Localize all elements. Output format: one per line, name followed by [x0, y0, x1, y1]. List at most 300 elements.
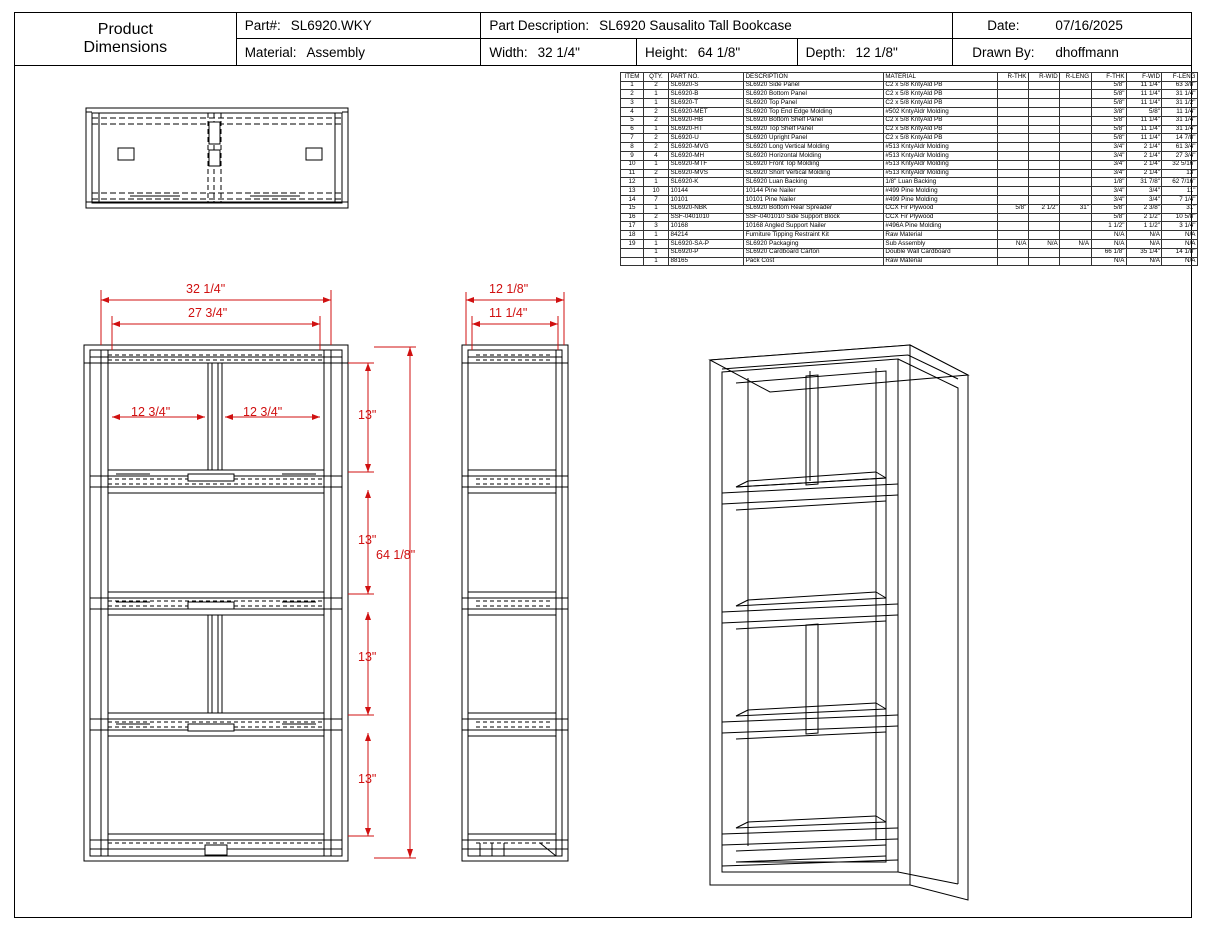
bom-cell-item: 13	[621, 187, 644, 196]
bom-cell-fthk: 5/8"	[1091, 99, 1126, 108]
bom-cell-material: CCX Fir Plywood	[883, 204, 997, 213]
dim-shelf-4: 13"	[358, 772, 377, 786]
bom-cell-description: Pack Cost	[744, 257, 884, 266]
material-row	[237, 39, 481, 65]
bom-cell-fthk: N/A	[1091, 257, 1126, 266]
bom-row	[621, 204, 1198, 213]
bom-cell-fwid: 11 1/4"	[1126, 99, 1161, 108]
part-row	[237, 13, 481, 39]
bom-cell-partno: SL6920-SA-P	[668, 240, 743, 249]
bom-cell-rwid	[1028, 143, 1059, 152]
bom-cell-rleng	[1060, 169, 1091, 178]
bom-cell-partno: 10101	[668, 196, 743, 205]
bom-cell-description: SL6920 Luan Backing	[744, 178, 884, 187]
bom-cell-partno: SL6920-T	[668, 99, 743, 108]
dimensions-row	[481, 39, 952, 65]
bom-cell-rthk	[997, 257, 1028, 266]
bom-cell-qty: 2	[643, 81, 668, 90]
bom-cell-rthk	[997, 248, 1028, 257]
bom-cell-description: SL6920 Upright Panel	[744, 134, 884, 143]
bom-cell-qty: 2	[643, 143, 668, 152]
bom-cell-rleng	[1060, 222, 1091, 231]
height-label: Height:	[645, 44, 688, 60]
bom-cell-rwid	[1028, 231, 1059, 240]
bom-cell-rwid	[1028, 257, 1059, 266]
bom-cell-qty: 10	[643, 187, 668, 196]
bom-cell-item: 4	[621, 108, 644, 117]
bom-row	[621, 213, 1198, 222]
bom-row	[621, 196, 1198, 205]
dim-shelf-3: 13"	[358, 650, 377, 664]
bom-cell-fthk: 5/8"	[1091, 204, 1126, 213]
drawn-by-value: dhoffmann	[1055, 44, 1119, 60]
bom-cell-fthk: 1/8"	[1091, 178, 1126, 187]
bom-row	[621, 231, 1198, 240]
bom-cell-rwid	[1028, 213, 1059, 222]
bom-cell-material: C2 x 5/8 KntyAld PB	[883, 81, 997, 90]
date-drawnby-column	[953, 13, 1191, 65]
part-label: Part#:	[244, 18, 281, 33]
bom-cell-fleng: N/A	[1162, 257, 1198, 266]
width-label: Width:	[489, 44, 528, 60]
bom-cell-fleng: 11 1/4"	[1162, 108, 1198, 117]
bom-cell-description: SL6920 Packaging	[744, 240, 884, 249]
bom-cell-rleng	[1060, 152, 1091, 161]
bom-cell-rthk	[997, 187, 1028, 196]
bom-cell-item	[621, 257, 644, 266]
bom-cell-material: C2 x 5/8 KntyAld PB	[883, 99, 997, 108]
bom-cell-material: #513 KntyAldr Molding	[883, 152, 997, 161]
bom-cell-description: SL6920 Top End Edge Molding	[744, 108, 884, 117]
bom-cell-fwid: 2 3/8"	[1126, 204, 1161, 213]
bom-cell-rleng	[1060, 125, 1091, 134]
part-value: SL6920.WKY	[290, 18, 372, 33]
bom-cell-fwid: 11 1/4"	[1126, 134, 1161, 143]
bom-cell-fleng: 7 1/4"	[1162, 196, 1198, 205]
bom-cell-rthk: 5/8"	[997, 204, 1028, 213]
bom-cell-item: 14	[621, 196, 644, 205]
bom-cell-rleng	[1060, 213, 1091, 222]
bom-cell-fthk: 5/8"	[1091, 90, 1126, 99]
bom-cell-fwid: 11 1/4"	[1126, 90, 1161, 99]
bom-cell-partno: SL6920-HT	[668, 125, 743, 134]
bom-cell-qty: 7	[643, 196, 668, 205]
bom-cell-partno: SL6920-MTF	[668, 160, 743, 169]
bom-cell-qty: 2	[643, 116, 668, 125]
bom-cell-qty: 1	[643, 125, 668, 134]
bom-cell-fthk: 5/8"	[1091, 116, 1126, 125]
bom-cell-material: 1/8" Luan Backing	[883, 178, 997, 187]
bom-cell-partno: SSF-0401010	[668, 213, 743, 222]
bom-cell-qty: 1	[643, 231, 668, 240]
heading-line-2: Dimensions	[83, 39, 168, 56]
bom-cell-partno: 10144	[668, 187, 743, 196]
bom-cell-description: SL6920 Cardboard Carton	[744, 248, 884, 257]
dim-shelf-1: 13"	[358, 408, 377, 422]
bom-cell-rthk	[997, 99, 1028, 108]
bom-cell-qty: 2	[643, 169, 668, 178]
bom-cell-rleng	[1060, 196, 1091, 205]
bom-cell-fthk: 5/8"	[1091, 213, 1126, 222]
bom-cell-item: 16	[621, 213, 644, 222]
bom-cell-qty: 4	[643, 152, 668, 161]
bom-cell-qty: 1	[643, 248, 668, 257]
bom-cell-material: #513 KntyAldr Molding	[883, 169, 997, 178]
bom-cell-qty: 1	[643, 160, 668, 169]
bom-cell-item: 11	[621, 169, 644, 178]
bom-cell-item	[621, 248, 644, 257]
height-cell	[637, 39, 797, 65]
bom-cell-qty: 2	[643, 108, 668, 117]
bom-cell-fwid: 2 1/4"	[1126, 160, 1161, 169]
bom-cell-rleng	[1060, 134, 1091, 143]
dim-side-inner-depth: 11 1/4"	[489, 306, 528, 320]
bom-cell-fthk: 3/4"	[1091, 187, 1126, 196]
bom-cell-rthk	[997, 116, 1028, 125]
bom-cell-fleng: 31 1/4"	[1162, 125, 1198, 134]
bom-cell-material: C2 x 5/8 KntyAld PB	[883, 116, 997, 125]
bom-cell-fthk: 3/4"	[1091, 152, 1126, 161]
bom-cell-material: Double Wall Cardboard	[883, 248, 997, 257]
bom-header-rthk: R-THK	[997, 73, 1028, 82]
bom-cell-rthk	[997, 213, 1028, 222]
bom-cell-item: 1	[621, 81, 644, 90]
bom-cell-fthk: 3/4"	[1091, 169, 1126, 178]
bom-cell-description: 10144 Pine Nailer	[744, 187, 884, 196]
bom-cell-rthk	[997, 90, 1028, 99]
bom-cell-fwid: N/A	[1126, 257, 1161, 266]
bom-cell-fthk: 5/8"	[1091, 134, 1126, 143]
bom-cell-material: #499 Pine Molding	[883, 187, 997, 196]
bom-cell-item: 5	[621, 116, 644, 125]
bom-row	[621, 248, 1198, 257]
bom-cell-fthk: N/A	[1091, 231, 1126, 240]
bom-cell-description: SL6920 Horizontal Molding	[744, 152, 884, 161]
bom-row	[621, 152, 1198, 161]
bom-cell-rleng	[1060, 231, 1091, 240]
bom-row	[621, 99, 1198, 108]
bom-cell-qty: 1	[643, 257, 668, 266]
bom-row	[621, 160, 1198, 169]
bom-row	[621, 257, 1198, 266]
bom-row	[621, 134, 1198, 143]
drawn-by-row	[953, 39, 1191, 65]
bom-cell-material: #513 KntyAldr Molding	[883, 143, 997, 152]
width-cell	[481, 39, 636, 65]
bom-cell-item: 18	[621, 231, 644, 240]
bom-cell-description: SL6920 Long Vertical Molding	[744, 143, 884, 152]
description-label: Part Description:	[489, 18, 590, 33]
bom-header-row	[621, 73, 1198, 82]
bom-cell-description: SL6920 Short Vertical Molding	[744, 169, 884, 178]
bom-header-item: ITEM	[621, 73, 644, 82]
depth-cell	[798, 39, 953, 65]
bom-cell-fwid: 2 1/4"	[1126, 169, 1161, 178]
bom-cell-fleng: 27 3/4"	[1162, 152, 1198, 161]
bom-cell-rleng	[1060, 143, 1091, 152]
bom-row	[621, 143, 1198, 152]
bom-cell-rwid	[1028, 248, 1059, 257]
bom-cell-rwid	[1028, 134, 1059, 143]
bom-cell-fleng: 10 5/8"	[1162, 213, 1198, 222]
bom-cell-fthk: 3/4"	[1091, 160, 1126, 169]
date-value: 07/16/2025	[1055, 18, 1123, 33]
bom-cell-rleng	[1060, 248, 1091, 257]
bom-cell-fleng: 31 1/4"	[1162, 90, 1198, 99]
bom-cell-item: 6	[621, 125, 644, 134]
bom-cell-partno: SL6920-MVS	[668, 169, 743, 178]
bom-cell-rwid	[1028, 178, 1059, 187]
bom-header-qty: QTY.	[643, 73, 668, 82]
bom-cell-partno: SL6920-K	[668, 178, 743, 187]
bom-cell-rwid	[1028, 152, 1059, 161]
bom-cell-rwid	[1028, 125, 1059, 134]
bom-cell-material: #499 Pine Molding	[883, 196, 997, 205]
bom-cell-fleng: N/A	[1162, 240, 1198, 249]
bom-cell-description: Furniture Tipping Restraint Kit	[744, 231, 884, 240]
bom-cell-description: 10168 Angled Support Nailer	[744, 222, 884, 231]
bom-cell-material: Raw Material	[883, 231, 997, 240]
dim-shelf-2: 13"	[358, 533, 377, 547]
bom-row	[621, 90, 1198, 99]
bom-cell-fwid: 31 7/8"	[1126, 178, 1161, 187]
bom-row	[621, 125, 1198, 134]
bom-cell-rleng: N/A	[1060, 240, 1091, 249]
bom-cell-rleng	[1060, 178, 1091, 187]
bom-cell-description: SL6920 Bottom Panel	[744, 90, 884, 99]
bom-header-material: MATERIAL	[883, 73, 997, 82]
bom-cell-item: 7	[621, 134, 644, 143]
bom-cell-fwid: 11 1/4"	[1126, 81, 1161, 90]
bom-cell-fthk: 3/4"	[1091, 196, 1126, 205]
bom-cell-description: SL6920 Top Shelf Panel	[744, 125, 884, 134]
bom-row	[621, 222, 1198, 231]
bom-cell-partno: SL6920-MVG	[668, 143, 743, 152]
bom-cell-fleng: 14 7/8"	[1162, 134, 1198, 143]
bom-cell-fthk: 3/4"	[1091, 143, 1126, 152]
dim-bay-left: 12 3/4"	[131, 405, 171, 419]
description-dims-column	[481, 13, 953, 65]
bom-cell-rwid	[1028, 116, 1059, 125]
bom-cell-partno: SL6920-MH	[668, 152, 743, 161]
bom-cell-material: #496A Pine Molding	[883, 222, 997, 231]
bom-cell-rwid	[1028, 90, 1059, 99]
bom-cell-rthk	[997, 134, 1028, 143]
bom-cell-fleng: 32 5/16"	[1162, 160, 1198, 169]
bom-cell-qty: 1	[643, 204, 668, 213]
bom-cell-rwid	[1028, 160, 1059, 169]
bom-cell-rwid: N/A	[1028, 240, 1059, 249]
bom-row	[621, 116, 1198, 125]
bom-cell-qty: 1	[643, 99, 668, 108]
bom-cell-rthk	[997, 125, 1028, 134]
bom-header-partno: PART NO.	[668, 73, 743, 82]
bom-row	[621, 178, 1198, 187]
bom-cell-fleng: 31 1/2"	[1162, 99, 1198, 108]
bom-cell-item: 19	[621, 240, 644, 249]
bom-cell-rwid	[1028, 222, 1059, 231]
drawn-by-label: Drawn By:	[972, 44, 1035, 60]
bom-cell-rleng	[1060, 116, 1091, 125]
bom-cell-fleng: 31"	[1162, 204, 1198, 213]
bom-header-fwid: F-WID	[1126, 73, 1161, 82]
bom-cell-rleng	[1060, 160, 1091, 169]
title-block-heading	[15, 13, 237, 65]
bom-row	[621, 240, 1198, 249]
bom-cell-qty: 1	[643, 90, 668, 99]
bom-cell-partno: SL6920-S	[668, 81, 743, 90]
bom-cell-fwid: 3/4"	[1126, 187, 1161, 196]
bom-cell-fwid: 5/8"	[1126, 108, 1161, 117]
bom-cell-description: SL6920 Top Panel	[744, 99, 884, 108]
bom-cell-fleng: 31 1/4"	[1162, 116, 1198, 125]
bom-header-rwid: R-WID	[1028, 73, 1059, 82]
bom-cell-rthk	[997, 178, 1028, 187]
bom-cell-fwid: 35 1/4"	[1126, 248, 1161, 257]
bom-cell-fwid: 11 1/4"	[1126, 125, 1161, 134]
bom-cell-rwid	[1028, 81, 1059, 90]
bom-cell-item: 9	[621, 152, 644, 161]
bom-cell-item: 2	[621, 90, 644, 99]
height-value: 64 1/8"	[697, 44, 741, 60]
bom-cell-fwid: N/A	[1126, 240, 1161, 249]
bom-row	[621, 108, 1198, 117]
bom-cell-qty: 2	[643, 213, 668, 222]
bom-cell-fleng: 63 3/8"	[1162, 81, 1198, 90]
bom-cell-fthk: N/A	[1091, 240, 1126, 249]
bom-cell-rleng	[1060, 90, 1091, 99]
dim-overall-width: 32 1/4"	[186, 282, 226, 296]
bom-cell-description: SL6920 Bottom Rear Spreader	[744, 204, 884, 213]
bom-cell-fleng: 62 7/16"	[1162, 178, 1198, 187]
description-row	[481, 13, 952, 39]
bom-row	[621, 169, 1198, 178]
bom-cell-rthk	[997, 152, 1028, 161]
bom-cell-partno: SL6920-B	[668, 90, 743, 99]
width-value: 32 1/4"	[537, 44, 580, 60]
bom-cell-partno: SL6920-NBK	[668, 204, 743, 213]
depth-label: Depth:	[805, 44, 846, 60]
depth-value: 12 1/8"	[855, 44, 898, 60]
dim-overall-height: 64 1/8"	[376, 548, 416, 562]
bom-cell-partno: SL6920-P	[668, 248, 743, 257]
bom-cell-description: SL6920 Bottom Shelf Panel	[744, 116, 884, 125]
bom-cell-rwid	[1028, 196, 1059, 205]
bom-cell-description: SSF-0401010 Side Support Block	[744, 213, 884, 222]
bom-cell-rleng: 31"	[1060, 204, 1091, 213]
bom-cell-item: 17	[621, 222, 644, 231]
bom-cell-material: C2 x 5/8 KntyAld PB	[883, 125, 997, 134]
bom-cell-item: 3	[621, 99, 644, 108]
bom-cell-partno: 10168	[668, 222, 743, 231]
bom-header-fleng: F-LENG	[1162, 73, 1198, 82]
date-label: Date:	[987, 18, 1020, 33]
bom-header-rleng: R-LENG	[1060, 73, 1091, 82]
bom-cell-fthk: 5/8"	[1091, 81, 1126, 90]
title-block	[14, 12, 1192, 66]
bom-cell-fwid: 2 1/4"	[1126, 152, 1161, 161]
bom-cell-fthk: 3/8"	[1091, 108, 1126, 117]
date-row	[953, 13, 1191, 39]
bom-cell-description: SL6920 Front Top Molding	[744, 160, 884, 169]
bom-row	[621, 81, 1198, 90]
bom-cell-item: 12	[621, 178, 644, 187]
bom-cell-item: 15	[621, 204, 644, 213]
bom-row	[621, 187, 1198, 196]
bom-cell-fleng: 61 3/4"	[1162, 143, 1198, 152]
bom-header-fthk: F-THK	[1091, 73, 1126, 82]
bom-cell-material: Raw Material	[883, 257, 997, 266]
bom-cell-qty: 3	[643, 222, 668, 231]
bom-cell-rthk	[997, 143, 1028, 152]
bom-cell-fleng: N/A	[1162, 231, 1198, 240]
bom-cell-fleng: 14 1/8"	[1162, 248, 1198, 257]
bom-cell-material: C2 x 5/8 KntyAld PB	[883, 90, 997, 99]
bom-cell-rthk	[997, 160, 1028, 169]
bom-cell-fwid: 2 1/2"	[1126, 213, 1161, 222]
bom-cell-partno: 84214	[668, 231, 743, 240]
bom-cell-item: 8	[621, 143, 644, 152]
bom-cell-description: 10101 Pine Nailer	[744, 196, 884, 205]
bom-cell-rthk	[997, 196, 1028, 205]
bom-cell-qty: 2	[643, 134, 668, 143]
bom-cell-rwid	[1028, 169, 1059, 178]
bom-cell-qty: 1	[643, 240, 668, 249]
bom-cell-rthk	[997, 222, 1028, 231]
bom-cell-partno: SL6920-U	[668, 134, 743, 143]
bom-cell-partno: SL6920-MET	[668, 108, 743, 117]
bom-cell-fwid: 2 1/4"	[1126, 143, 1161, 152]
bom-cell-rthk	[997, 231, 1028, 240]
bom-cell-qty: 1	[643, 178, 668, 187]
bom-cell-fwid: 3/4"	[1126, 196, 1161, 205]
bom-cell-material: #502 KntyAldr Molding	[883, 108, 997, 117]
bill-of-materials-table	[620, 72, 1198, 266]
bom-cell-fthk: 5/8"	[1091, 125, 1126, 134]
bom-cell-item: 10	[621, 160, 644, 169]
dim-bay-right: 12 3/4"	[243, 405, 283, 419]
bom-cell-fleng: 3 1/4"	[1162, 222, 1198, 231]
bom-cell-partno: 88165	[668, 257, 743, 266]
description-value: SL6920 Sausalito Tall Bookcase	[599, 18, 792, 33]
bom-cell-rleng	[1060, 108, 1091, 117]
bom-cell-material: Sub Assembly	[883, 240, 997, 249]
bom-cell-description: SL6920 Side Panel	[744, 81, 884, 90]
bom-cell-material: CCX Fir Plywood	[883, 213, 997, 222]
bom-cell-rthk	[997, 169, 1028, 178]
bom-cell-rthk	[997, 81, 1028, 90]
material-value: Assembly	[306, 44, 365, 60]
part-material-column	[237, 13, 482, 65]
dim-inner-width: 27 3/4"	[188, 306, 228, 320]
bom-cell-rwid	[1028, 108, 1059, 117]
dim-side-depth: 12 1/8"	[489, 282, 529, 296]
bom-cell-rwid	[1028, 99, 1059, 108]
bom-body	[621, 81, 1198, 266]
bom-cell-fwid: 1 1/2"	[1126, 222, 1161, 231]
bom-cell-rleng	[1060, 257, 1091, 266]
bom-cell-material: C2 x 5/8 KntyAld PB	[883, 134, 997, 143]
bom-cell-fthk: 1 1/2"	[1091, 222, 1126, 231]
bom-cell-fwid: N/A	[1126, 231, 1161, 240]
bom-header-description: DESCRIPTION	[744, 73, 884, 82]
bom-cell-fwid: 11 1/4"	[1126, 116, 1161, 125]
bom-cell-rleng	[1060, 99, 1091, 108]
bom-cell-fthk: 66 1/8"	[1091, 248, 1126, 257]
bom-cell-rwid: 2 1/2"	[1028, 204, 1059, 213]
bom-cell-fleng: 11"	[1162, 187, 1198, 196]
bom-cell-rthk	[997, 108, 1028, 117]
